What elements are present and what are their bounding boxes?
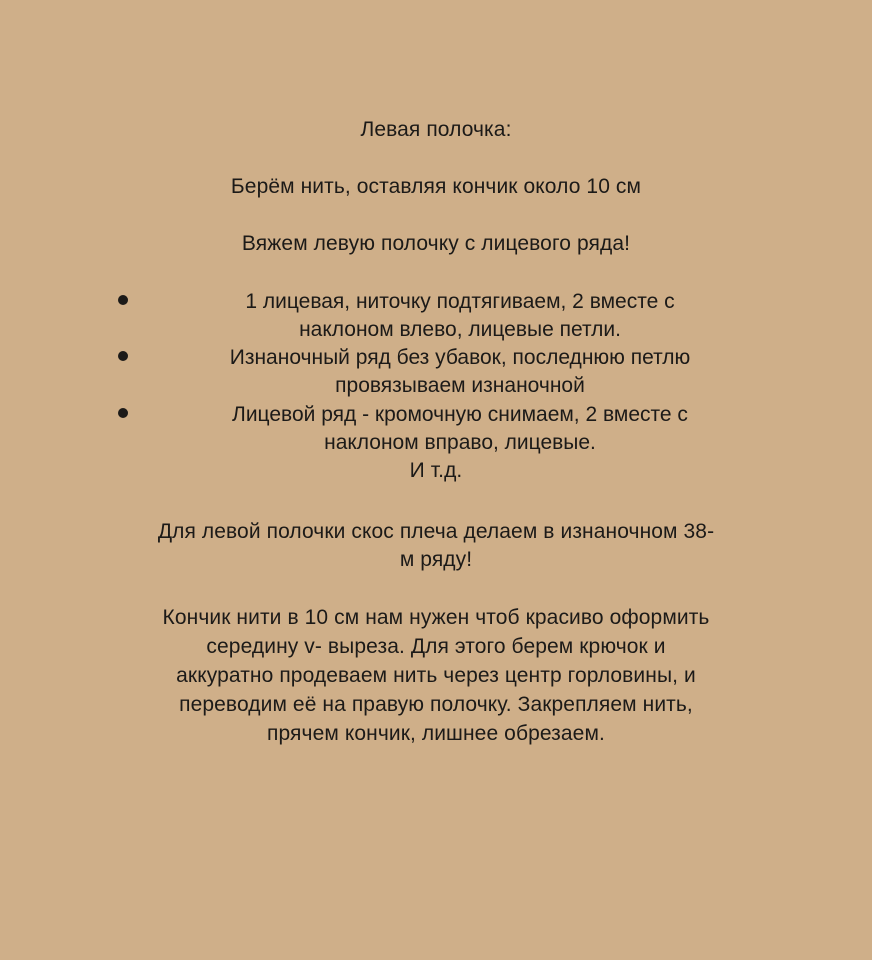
list-item-2-line-2: провязываем изнаночной xyxy=(335,374,585,397)
shoulder-line-1: Для левой полочки скос плеча делаем в изнаночном 38- xyxy=(157,520,715,543)
tail-line-3: аккуратно продеваем нить через центр горловины, и xyxy=(176,664,696,687)
tail-line-5: прячем кончик, лишнее обрезаем. xyxy=(267,722,605,745)
bullet-icon xyxy=(118,408,128,418)
tail-line-1: Кончик нити в 10 см нам нужен чтоб красиво оформить xyxy=(162,606,710,629)
tail-line-2: середину v- выреза. Для этого берем крючок и xyxy=(206,635,666,658)
list-item-3-line-1: Лицевой ряд - кромочную снимаем, 2 вместе с xyxy=(232,403,688,426)
document-title: Левая полочка: xyxy=(360,118,512,141)
etc-line: И т.д. xyxy=(409,459,463,482)
bullet-icon xyxy=(118,295,128,305)
shoulder-line-2: м ряду! xyxy=(399,548,473,571)
list-item-2-line-1: Изнаночный ряд без убавок, последнюю петлю xyxy=(229,346,691,369)
list-item-3-line-2: наклоном вправо, лицевые. xyxy=(324,431,596,454)
intro-line-1: Берём нить, оставляя кончик около 10 см xyxy=(230,175,642,198)
list-item-1-line-1: 1 лицевая, ниточку подтягиваем, 2 вместе с xyxy=(245,290,675,313)
intro-line-2: Вяжем левую полочку с лицевого ряда! xyxy=(241,232,631,255)
tail-line-4: переводим её на правую полочку. Закрепляем нить, xyxy=(179,693,693,716)
list-item-1-line-2: наклоном влево, лицевые петли. xyxy=(299,318,621,341)
bullet-icon xyxy=(118,351,128,361)
